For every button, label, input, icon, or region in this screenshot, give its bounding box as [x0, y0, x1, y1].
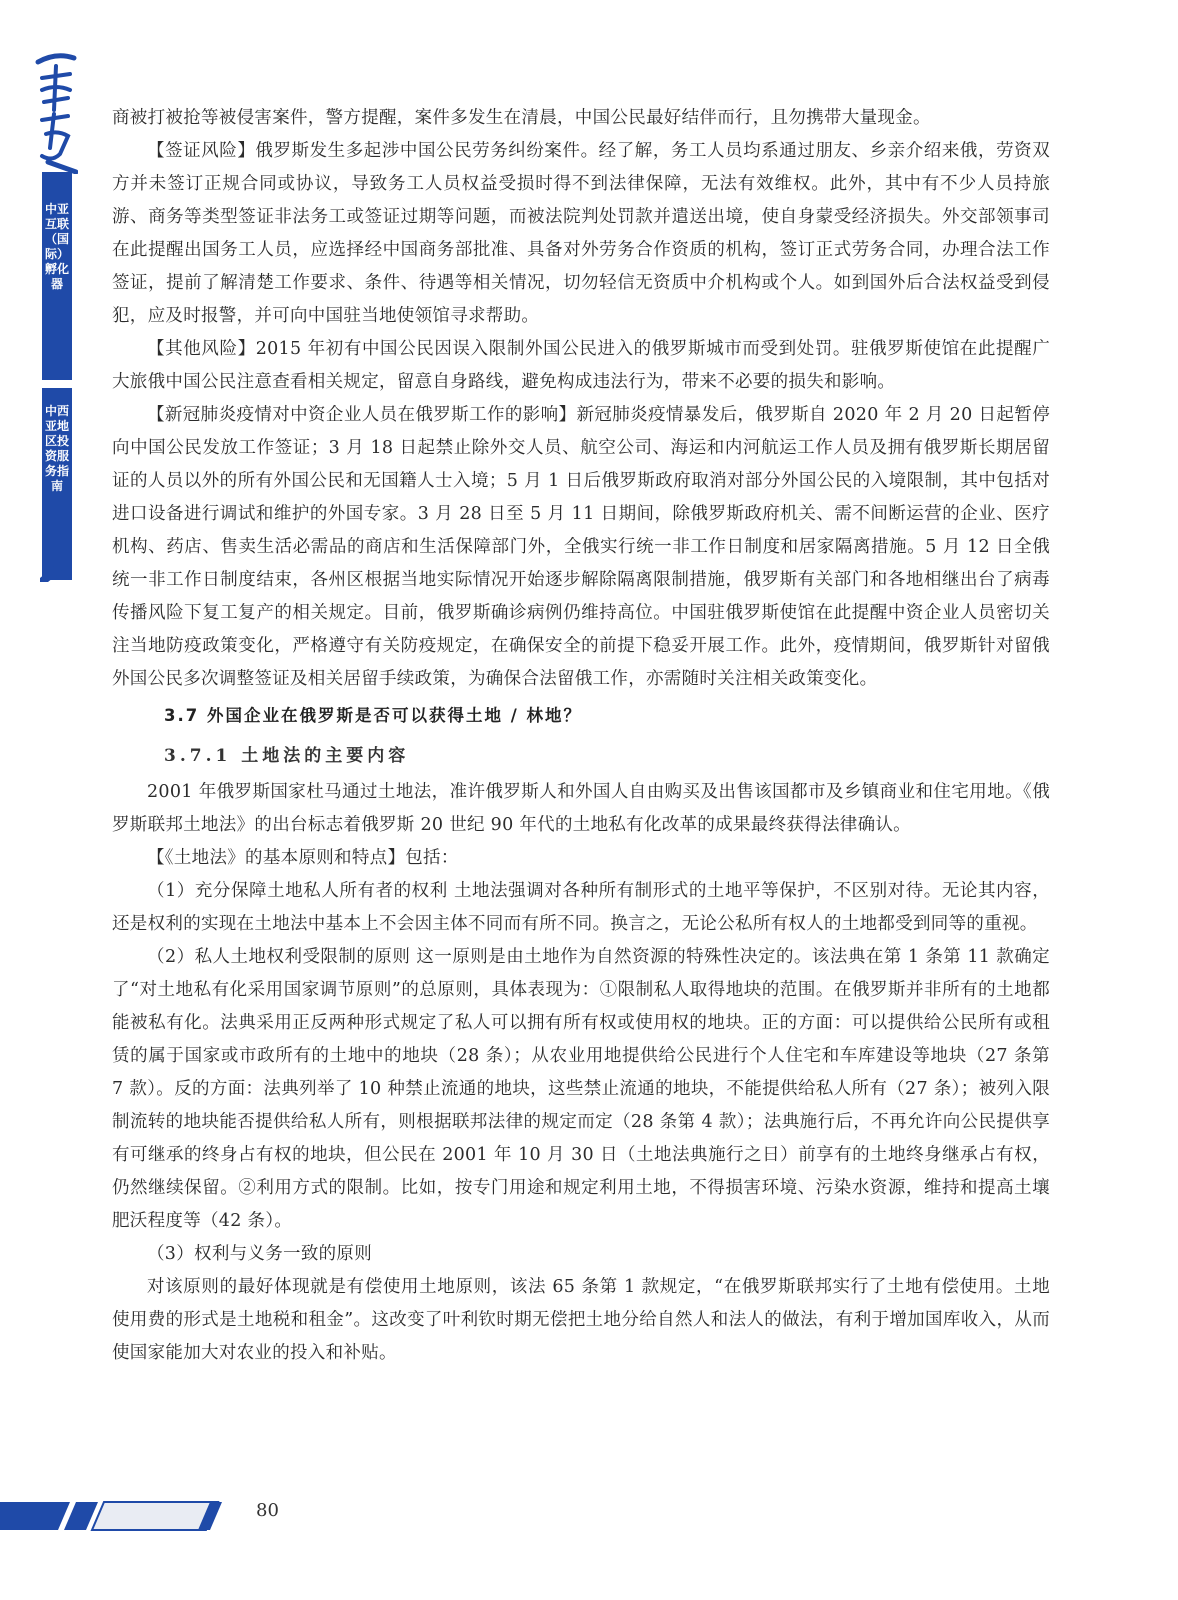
paragraph: 对该原则的最好体现就是有偿使用土地原则，该法 65 条第 1 款规定，“在俄罗斯联邦实行了土地有偿使用。土地使用费的形式是土地税和租金”。这改变了叶利钦时期无偿把土地分给自然人和法人的做法，有利于增加国库收入，从而使国家能加大对农业的投入和补贴。: [112, 1277, 1050, 1363]
belt-road-logo: [34, 44, 78, 174]
page-content: [112, 102, 1050, 1370]
section-heading-3-7-1: 3.7.1 土地法的主要内容: [164, 746, 410, 766]
paragraph: （3）权利与义务一致的原则: [147, 1244, 373, 1264]
paragraph: 商被打被抢等被侵害案件，警方提醒，案件多发生在清晨，中国公民最好结伴而行，且勿携带大量现金。: [112, 108, 931, 128]
footer-stripes-decoration: [0, 1490, 230, 1534]
paragraph: 【其他风险】2015 年初有中国公民因误入限制外国公民进入的俄罗斯城市而受到处罚。驻俄罗斯使馆在此提醒广大旅俄中国公民注意查看相关规定，留意自身路线，避免构成违法行为，带来不必要的损失和影响。: [112, 339, 1050, 392]
side-bar: [42, 172, 72, 580]
side-separator: [42, 380, 72, 388]
side-stripe-decoration: [40, 560, 70, 582]
paragraph: 2001 年俄罗斯国家杜马通过土地法，准许俄罗斯人和外国人自由购买及出售该国都市及乡镇商业和住宅用地。《俄罗斯联邦土地法》的出台标志着俄罗斯 20 世纪 90 年代的土地私有化改革的成果最终获得法律确认。: [112, 782, 1050, 835]
page-number: 80: [256, 1500, 279, 1521]
paragraph: 【新冠肺炎疫情对中资企业人员在俄罗斯工作的影响】新冠肺炎疫情暴发后，俄罗斯自 2020 年 2 月 20 日起暂停向中国公民发放工作签证；3 月 18 日起禁止除外交人员、航空公司、海运和内河航运工作人员及拥有俄罗斯长期居留证的人员以外的所有外国公民和无国籍人士入境；5 月 1 日后俄罗斯政府取消对部分外国公民的入境限制，其中包括对进口设备进行调试和维护的外国专家。3 月 28 日至 5 月 11 日期间，除俄罗斯政府机关、需不间断运营的企业、医疗机构、药店、售卖生活必需品的商店和生活保障部门外，全俄实行统一非工作日制度和居家隔离措施。5 月 12 日全俄统一非工作日制度结束，各州区根据当地实际情况开始逐步解除隔离限制措施，俄罗斯有关部门和各地相继出台了病毒传播风险下复工复产的相关规定。目前，俄罗斯确诊病例仍维持高位。中国驻俄罗斯使馆在此提醒中资企业人员密切关注当地防疫政策变化，严格遵守有关防疫规定，在确保安全的前提下稳妥开展工作。此外，疫情期间，俄罗斯针对留俄外国公民多次调整签证及相关居留手续政策，为确保合法留俄工作，亦需随时关注相关政策变化。: [112, 405, 1050, 689]
section-heading-3-7: 3.7 外国企业在俄罗斯是否可以获得土地 / 林地？: [164, 706, 582, 725]
paragraph: 【《土地法》的基本原则和特点】包括：: [147, 848, 459, 868]
paragraph: （2）私人土地权利受限制的原则 这一原则是由土地作为自然资源的特殊性决定的。该法典在第 1 条第 11 款确定了“对土地私有化采用国家调节原则”的总原则，具体表现为：①限制私人取得地块的范围。在俄罗斯并非所有的土地都能被私有化。法典采用正反两种形式规定了私人可以拥有所有权或使用权的地块。正的方面：可以提供给公民所有或租赁的属于国家或市政所有的土地中的地块（28 条）；从农业用地提供给公民进行个人住宅和车库建设等地块（27 条第 7 款）。反的方面：法典列举了 10 种禁止流通的地块，这些禁止流通的地块，不能提供给私人所有（27 条）；被列入限制流转的地块能否提供给私人所有，则根据联邦法律的规定而定（28 条第 4 款）；法典施行后，不再允许向公民提供享有可继承的终身占有权的地块，但公民在 2001 年 10 月 30 日（土地法典施行之日）前享有的土地终身继承占有权，仍然继续保留。②利用方式的限制。比如，按专门用途和规定利用土地，不得损害环境、污染水资源，维持和提高土壤肥沃程度等（42 条）。: [112, 947, 1050, 1231]
paragraph: （1）充分保障土地私人所有者的权利 土地法强调对各种所有制形式的土地平等保护，不区别对待。无论其内容，还是权利的实现在土地法中基本上不会因主体不同而有所不同。换言之，无论公私所有权人的土地都受到同等的重视。: [112, 881, 1050, 934]
side-label-bottom: 中西亚地区投资服务指南: [44, 404, 69, 493]
side-label-top: 中亚互联（国际）孵化器: [44, 202, 69, 291]
paragraph: 【签证风险】俄罗斯发生多起涉中国公民劳务纠纷案件。经了解，务工人员均系通过朋友、乡亲介绍来俄，劳资双方并未签订正规合同或协议，导致务工人员权益受损时得不到法律保障，无法有效维权。此外，其中有不少人员持旅游、商务等类型签证非法务工或签证过期等问题，而被法院判处罚款并遣送出境，使自身蒙受经济损失。外交部领事司在此提醒出国务工人员，应选择经中国商务部批准、具备对外劳务合作资质的机构，签订正式劳务合同，办理合法工作签证，提前了解清楚工作要求、条件、待遇等相关情况，切勿轻信无资质中介机构或个人。如到国外后合法权益受到侵犯，应及时报警，并可向中国驻当地使领馆寻求帮助。: [112, 141, 1050, 326]
